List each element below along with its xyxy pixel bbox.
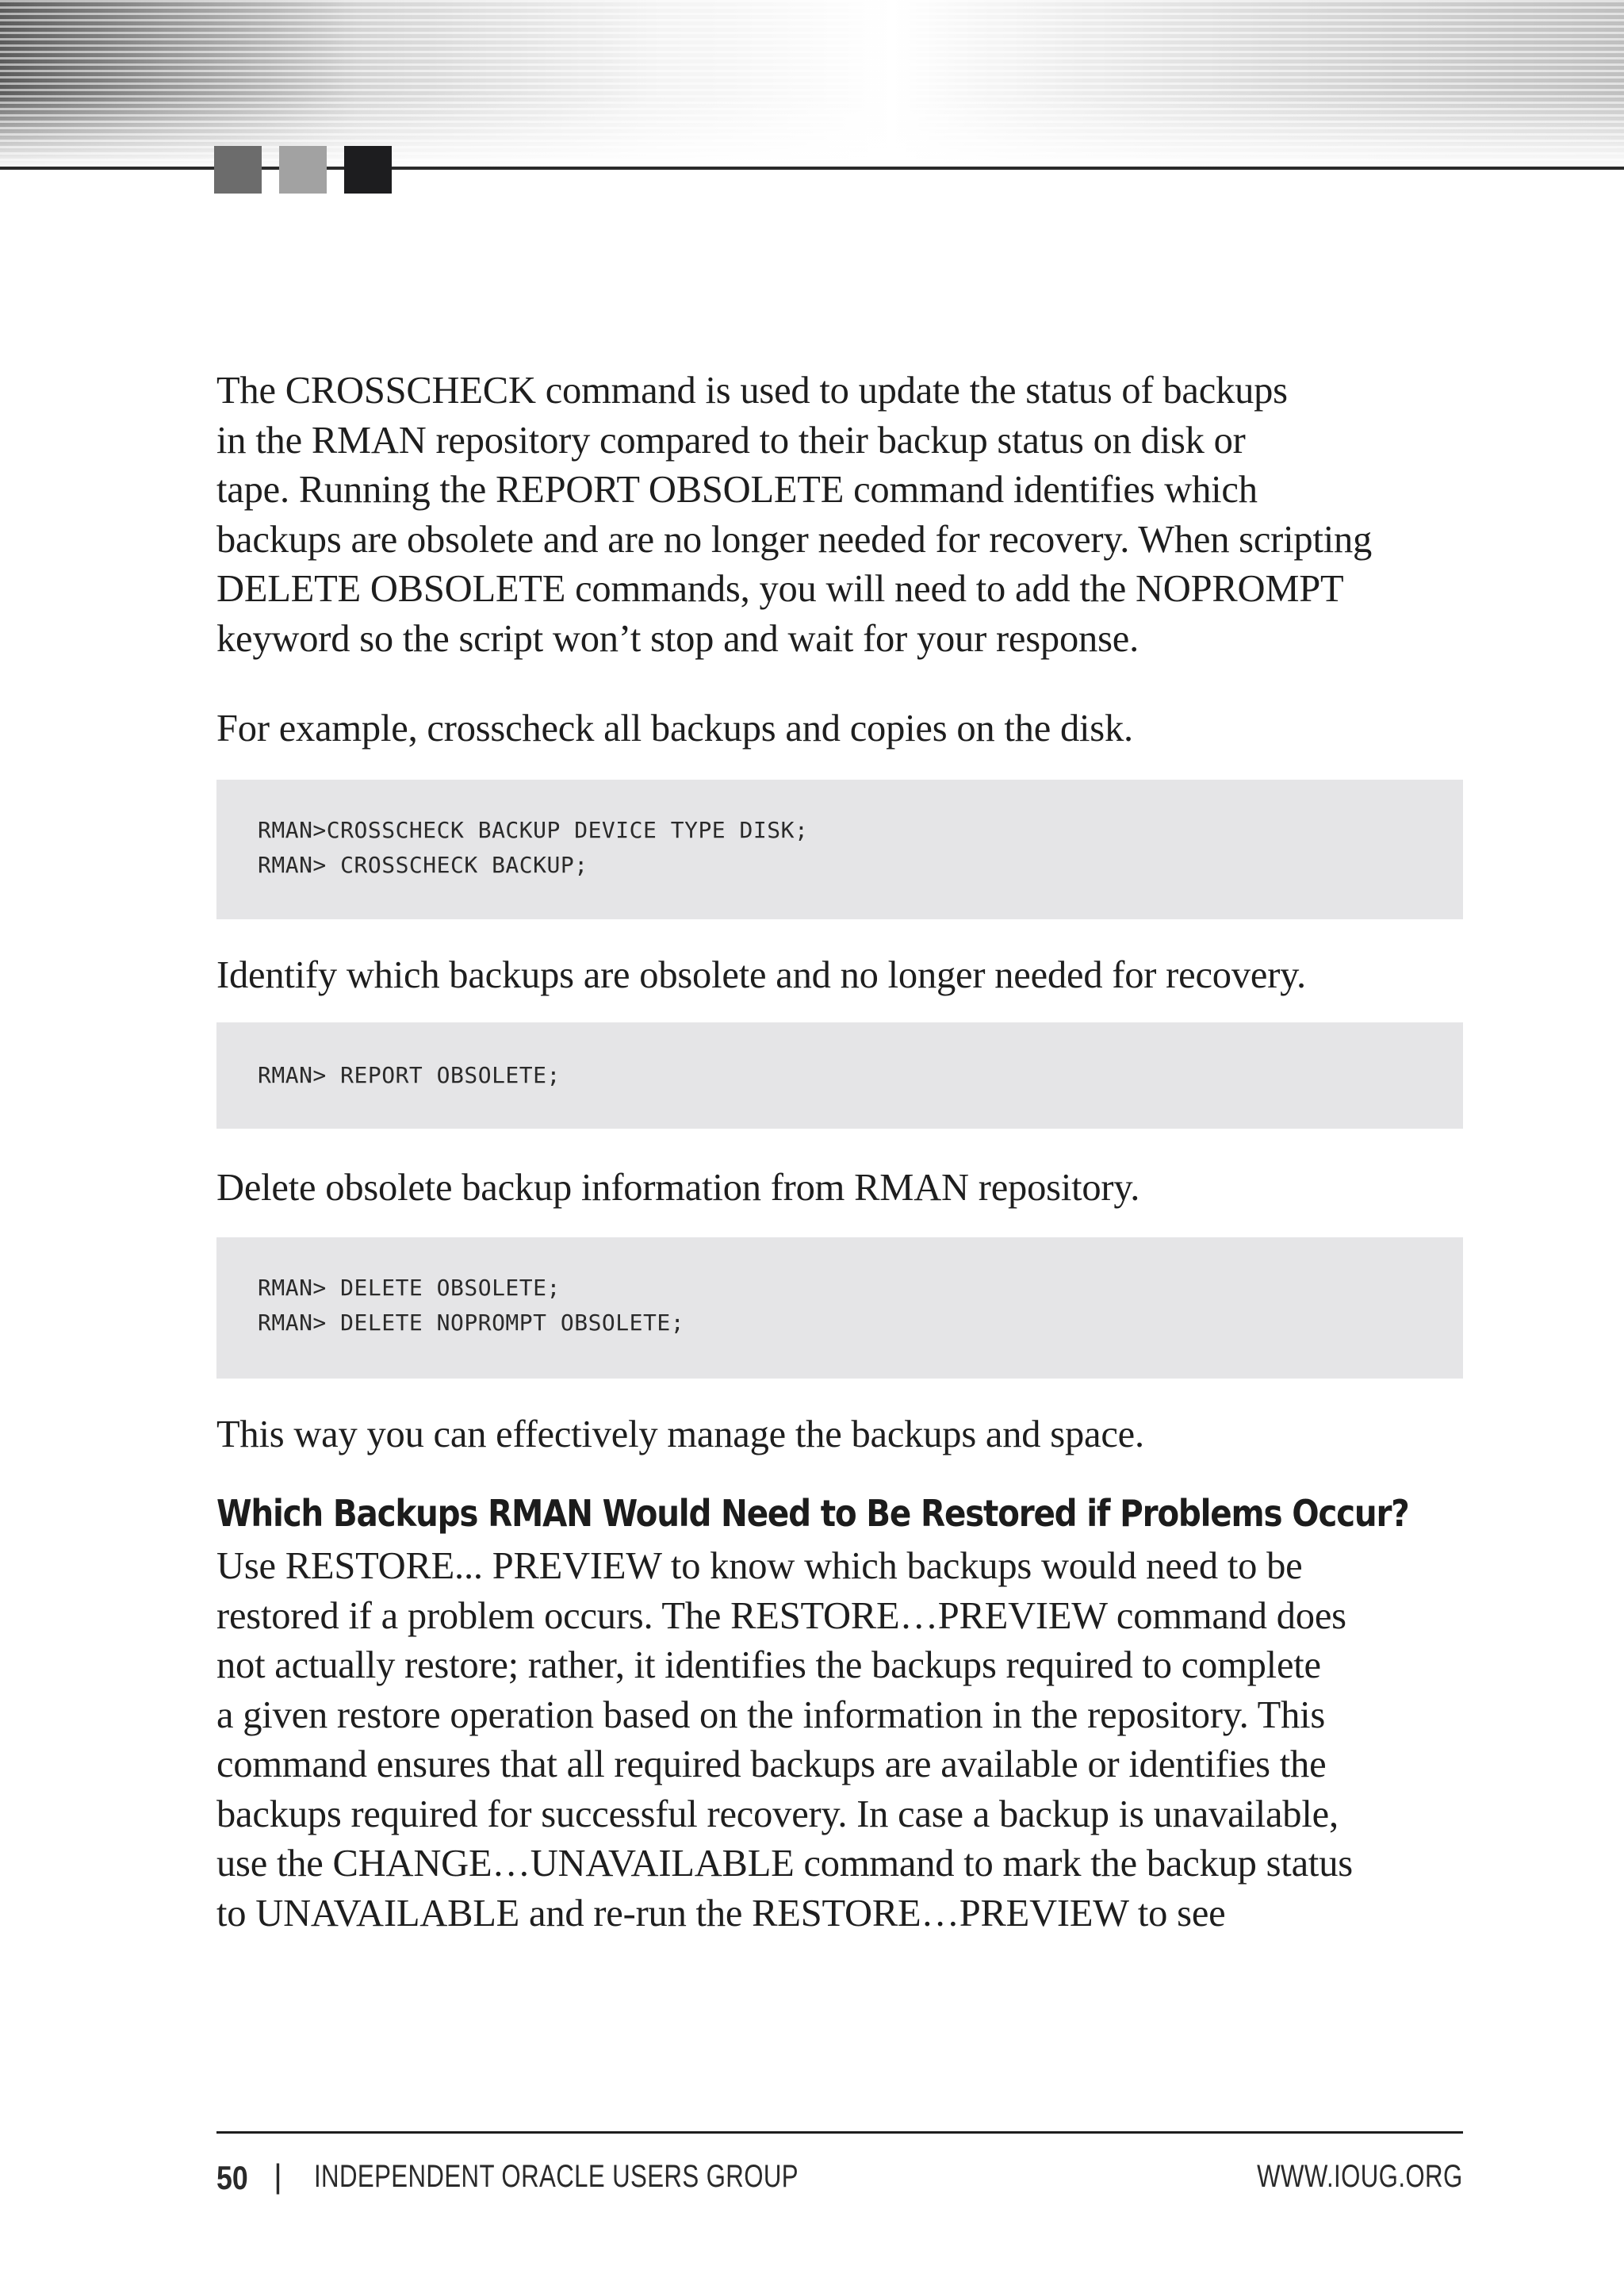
intro-line: The CROSSCHECK command is used to update the status of backups (216, 370, 1288, 412)
delete-text: Delete obsolete backup information from RMAN repository. (216, 1167, 1140, 1209)
example-intro: For example, crosscheck all backups and copies on the disk. (216, 708, 1133, 750)
page-content (216, 366, 1463, 1938)
intro-line: DELETE OBSOLETE commands, you will need to add the NOPROMPT (216, 568, 1344, 610)
header-square-medium (214, 146, 262, 194)
code-line: RMAN>CROSSCHECK BACKUP DEVICE TYPE DISK; (258, 816, 809, 843)
manage-text: This way you can effectively manage the backups and space. (216, 1413, 1144, 1455)
restore-line: command ensures that all required backups are available or identifies the (216, 1743, 1327, 1785)
code-block-crosscheck (216, 780, 1463, 919)
restore-line: use the CHANGE…UNAVAILABLE command to mark the backup status (216, 1843, 1353, 1885)
restore-line: backups required for successful recovery. In case a backup is unavailable, (216, 1793, 1339, 1835)
restore-line: restored if a problem occurs. The RESTORE…PREVIEW command does (216, 1594, 1346, 1637)
footer-separator: | (274, 2157, 282, 2195)
header-square-light (279, 146, 327, 194)
intro-line: keyword so the script won’t stop and wait for your response. (216, 617, 1139, 660)
restore-line: a given restore operation based on the information in the repository. This (216, 1693, 1326, 1736)
intro-line: backups are obsolete and are no longer needed for recovery. When scripting (216, 518, 1373, 561)
header-square-dark (344, 146, 392, 194)
code-line: RMAN> CROSSCHECK BACKUP; (258, 851, 588, 878)
header-banner (0, 0, 1624, 168)
code-block-report (216, 1022, 1463, 1129)
code-line: RMAN> DELETE NOPROMPT OBSOLETE; (258, 1309, 685, 1336)
footer-rule (216, 2131, 1463, 2134)
footer-organization: INDEPENDENT ORACLE USERS GROUP (314, 2159, 799, 2194)
restore-paragraph (216, 1542, 1463, 1938)
section-heading: Which Backups RMAN Would Need to Be Restored if Problems Occur? (216, 1492, 1409, 1535)
code-line: RMAN> REPORT OBSOLETE; (258, 1062, 561, 1088)
restore-line: not actually restore; rather, it identifies the backups required to complete (216, 1644, 1321, 1686)
restore-line: Use RESTORE... PREVIEW to know which backups would need to be (216, 1545, 1303, 1587)
restore-line: to UNAVAILABLE and re-run the RESTORE…PREVIEW to see (216, 1892, 1226, 1935)
identify-text: Identify which backups are obsolete and no longer needed for recovery. (216, 953, 1306, 996)
intro-line: tape. Running the REPORT OBSOLETE command identifies which (216, 469, 1258, 511)
page-footer (216, 2159, 1463, 2199)
intro-line: in the RMAN repository compared to their backup status on disk or (216, 419, 1246, 462)
code-block-delete (216, 1237, 1463, 1379)
intro-paragraph (216, 366, 1463, 664)
page-number: 50 (216, 2159, 248, 2196)
code-line: RMAN> DELETE OBSOLETE; (258, 1274, 561, 1301)
footer-website: WWW.IOUG.ORG (1257, 2159, 1463, 2194)
